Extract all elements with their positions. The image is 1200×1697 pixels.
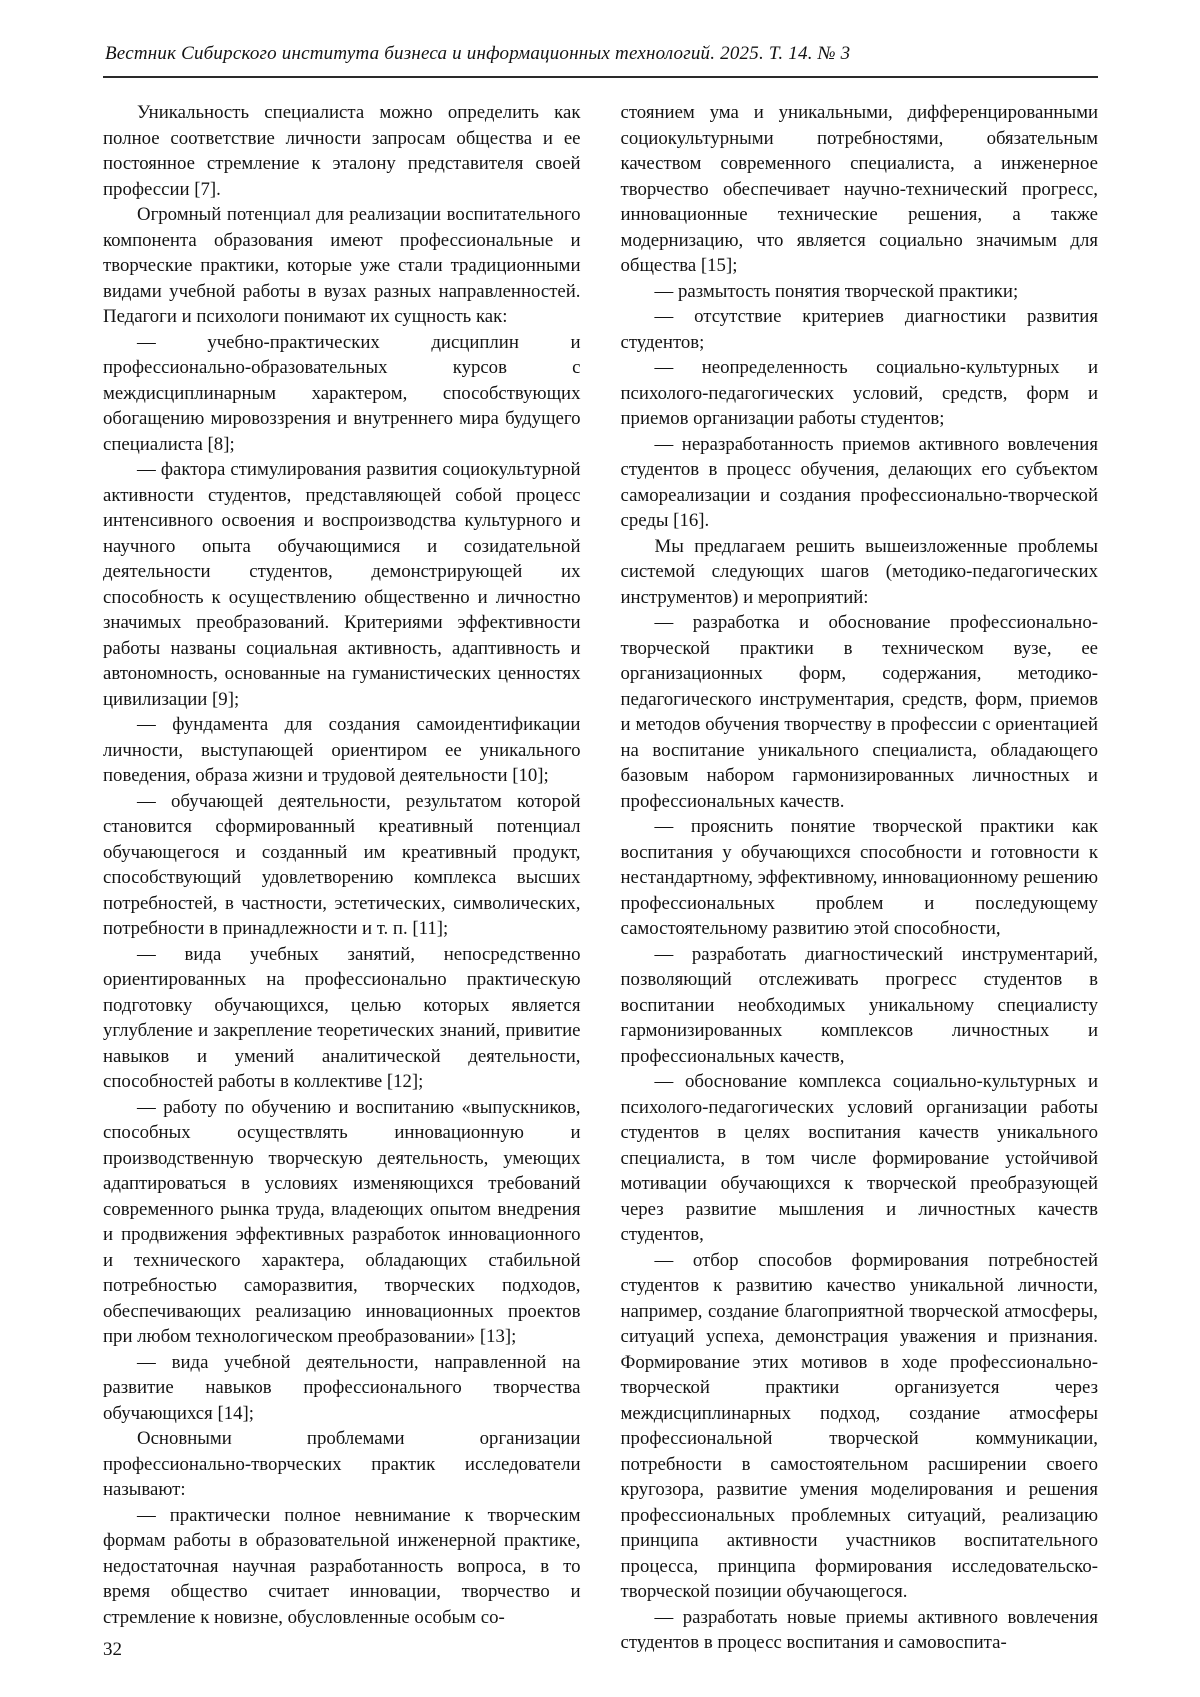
journal-title-line: Вестник Сибирского института бизнеса и информационных технологий. 2025. Т. 14. № 3 bbox=[105, 43, 851, 64]
list-item-paragraph: — фундамента для создания самоидентификации личности, выступающей ориентиром ее уникального поведения, образа жизни и трудовой деятельности [10]; bbox=[103, 714, 581, 786]
article-body bbox=[103, 100, 1098, 1656]
list-item-paragraph: — разработать диагностический инструментарий, позволяющий отслеживать прогресс студентов в воспитании необходимых уникальному специалисту гармонизированных комплексов личностных и профессиональных качеств, bbox=[620, 943, 1098, 1067]
list-item-paragraph: — обучающей деятельности, результатом которой становится сформированный креативный потенциал обучающегося и созданный им креативный продукт, способствующий удовлетворению комплекса высших потребностей, в частности, эстетических, символических, потребности в принадлежности и т. п. [11]; bbox=[103, 790, 581, 939]
list-item-paragraph: — учебно-практических дисциплин и профессионально-образовательных курсов с междисциплинарным характером, способствующих обогащению мировоззрения и внутреннего мира будущего специалиста [8]; bbox=[103, 331, 581, 455]
paragraph: Основными проблемами организации профессионально-творческих практик исследователи называют: bbox=[103, 1428, 581, 1500]
list-item-paragraph: — работу по обучению и воспитанию «выпускников, способных осуществлять инновационную и производственную творческую деятельность, умеющих адаптироваться в условиях изменяющихся требований современного рынка труда, владеющих опытом внедрения и продвижения эффективных разработок инновационного и технического характера, обладающих стабильной потребностью саморазвития, творческих подходов, обеспечивающих реализацию инновационных проектов при любом технологическом преобразовании» [13]; bbox=[103, 1096, 581, 1347]
list-item-paragraph: — разработать новые приемы активного вовлечения студентов в процесс воспитания и самовоспита- bbox=[620, 1606, 1098, 1653]
paragraph: Уникальность специалиста можно определить как полное соответствие личности запросам общества и ее постоянное стремление к эталону представителя своей профессии [7]. bbox=[103, 102, 581, 200]
list-item-paragraph: — обоснование комплекса социально-культурных и психолого-педагогических условий организации работы студентов в целях воспитания качеств уникального специалиста, в том числе формирование устойчивой мотивации обучающихся к творческой преобразующей через развитие мышления и личностных качеств студентов, bbox=[620, 1071, 1098, 1245]
list-item-paragraph: — вида учебных занятий, непосредственно ориентированных на профессионально практическую подготовку обучающихся, целью которых является углубление и закрепление теоретических знаний, привитие навыков и умений аналитической деятельности, способностей работы в коллективе [12]; bbox=[103, 943, 581, 1092]
list-item-paragraph: — вида учебной деятельности, направленной на развитие навыков профессионального творчества обучающихся [14]; bbox=[103, 1351, 581, 1424]
page-footer bbox=[103, 1639, 122, 1661]
list-item-paragraph: — неопределенность социально-культурных и психолого-педагогических условий, средств, форм и приемов организации работы студентов; bbox=[620, 357, 1098, 429]
list-item-paragraph: — фактора стимулирования развития социокультурной активности студентов, представляющей собой процесс интенсивного освоения и воспроизводства культурного и научного опыта обучающимися и созидательной деятельности студентов, демонстрирующей их способность к осуществлению общественно и личностно значимых преобразований. Критериями эффективности работы названы социальная активность, адаптивность и автономность, основанные на гуманистических ценностях цивилизации [9]; bbox=[103, 459, 581, 710]
header-divider bbox=[103, 76, 1098, 78]
running-header bbox=[103, 40, 1098, 76]
paragraph: Мы предлагаем решить вышеизложенные проблемы системой следующих шагов (методико-педагогических инструментов) и мероприятий: bbox=[620, 535, 1098, 608]
paragraph: Огромный потенциал для реализации воспитательного компонента образования имеют профессиональные и творческие практики, которые уже стали традиционными видами учебной работы в вузах разных направленностей. Педагоги и психологи понимают их сущность как: bbox=[103, 204, 581, 327]
list-item-paragraph: — разработка и обоснование профессионально-творческой практики в техническом вузе, ее организационных форм, содержания, методико-педагогического инструментария, средств, форм, приемов и методов обучения творчеству в профессии с ориентацией на воспитание уникального специалиста, обладающего базовым набором гармонизированных личностных и профессиональных качеств. bbox=[620, 612, 1098, 812]
list-item-paragraph: — практически полное невнимание к творческим формам работы в образовательной инженерной практике, недостаточная научная разработанность вопроса, в то время общество считает инновации, творчество и стремление к новизне, обусловленные особым со- bbox=[103, 1504, 581, 1628]
continuation-paragraph: стоянием ума и уникальными, дифференцированными социокультурными потребностями, обязательным качеством современного специалиста, а инженерное творчество обеспечивает научно-технический прогресс, инновационные технические решения, а также модернизацию, что является социально значимым для общества [15]; bbox=[620, 102, 1098, 276]
right-column bbox=[621, 100, 1099, 1656]
list-item-paragraph: — размытость понятия творческой практики; bbox=[654, 280, 1019, 302]
page-number: 32 bbox=[103, 1639, 122, 1660]
left-column bbox=[103, 100, 581, 1656]
list-item-paragraph: — отбор способов формирования потребностей студентов к развитию качество уникальной личности, например, создание благоприятной творческой атмосферы, ситуаций успеха, демонстрация уважения и признания. Формирование этих мотивов в ходе профессионально-творческой практики организуется через междисциплинарных подход, создание атмосферы профессиональной творческой коммуникации, потребности в самостоятельном расширении своего кругозора, развитие умения моделирования и решения профессиональных проблемных ситуаций, реализацию принципа активности участников воспитательного процесса, принципа формирования исследовательско-творческой позиции обучающегося. bbox=[620, 1249, 1098, 1602]
list-item-paragraph: — неразработанность приемов активного вовлечения студентов в процесс обучения, делающих его субъектом самореализации и создания профессионально-творческой среды [16]. bbox=[620, 433, 1098, 531]
list-item-paragraph: — отсутствие критериев диагностики развития студентов; bbox=[620, 306, 1098, 353]
list-item-paragraph: — прояснить понятие творческой практики как воспитания у обучающихся способности и готовности к нестандартному, эффективному, инновационному решению профессиональных проблем и последующему самостоятельному развитию этой способности, bbox=[620, 816, 1098, 939]
